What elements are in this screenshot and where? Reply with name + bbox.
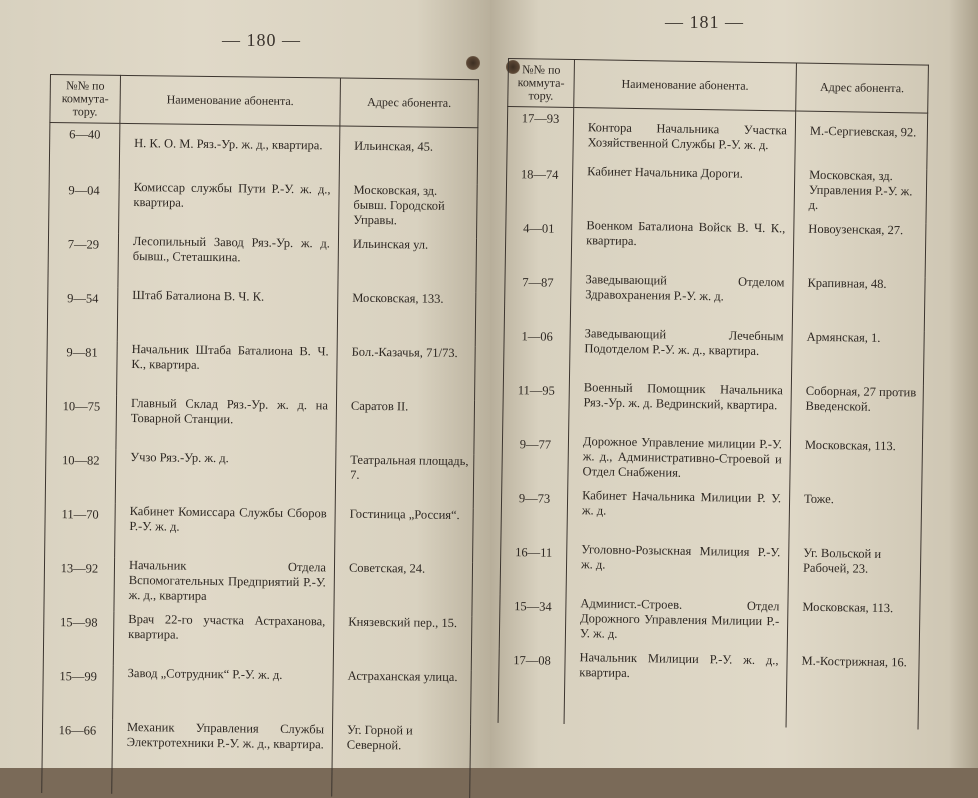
row-number: 11—95 xyxy=(503,379,570,434)
row-number: 7—29 xyxy=(48,233,119,288)
row-address: Театральная площадь, 7. xyxy=(335,453,474,509)
row-subscriber: Лесопильный Завод Ряз.-Ур. ж. д. бывш., Стеташкина. xyxy=(118,234,339,291)
row-number: 7—87 xyxy=(504,271,571,326)
row-address: Ильинская, 45. xyxy=(339,126,478,184)
row-subscriber: Кабинет Начальника Милиции Р. У. ж. д. xyxy=(567,488,790,545)
row-address: Армянская, 1. xyxy=(791,329,924,385)
row-subscriber: Начальник Милиции Р.-У. ж. д., квартира. xyxy=(564,650,787,727)
directory-table xyxy=(41,74,479,798)
row-subscriber: Учзо Ряз.-Ур. ж. д. xyxy=(115,450,336,507)
row-address: Бол.-Казачья, 71/73. xyxy=(337,345,476,401)
table-row xyxy=(47,287,476,346)
directory-table xyxy=(498,58,929,730)
row-address: Московская, зд. Управления Р.-У. ж. д. xyxy=(794,168,927,224)
row-subscriber: Штаб Баталиона В. Ч. К. xyxy=(117,288,338,345)
row-address: Московская, зд. бывш. Городской Управы. xyxy=(339,183,478,239)
header-address: Адрес абонента. xyxy=(340,78,479,128)
row-subscriber: Кабинет Начальника Дороги. xyxy=(572,164,795,221)
page-number: — 181 — xyxy=(665,12,744,32)
row-address: Тоже. xyxy=(789,491,922,547)
table-row xyxy=(501,487,922,548)
table-header xyxy=(50,75,479,128)
row-subscriber: Военком Баталиона Войск В. Ч. К., квартира. xyxy=(571,218,794,275)
row-address: Крапивная, 48. xyxy=(792,276,925,332)
table-row xyxy=(507,107,928,170)
row-subscriber: Главный Склад Ряз.-Ур. ж. д. на Товарной Станции. xyxy=(116,396,337,453)
row-subscriber: Н. К. О. М. Ряз.-Ур. ж. д., квартира. xyxy=(119,123,340,182)
table-row xyxy=(506,163,927,224)
table-row xyxy=(43,611,472,670)
row-subscriber: Уголовно-Розыскная Милиция Р.-У. ж. д. xyxy=(566,542,789,599)
row-address: Уг. Горной и Северной. xyxy=(332,723,471,798)
row-number: 13—92 xyxy=(44,557,115,612)
row-address: Советская, 24. xyxy=(334,561,473,617)
row-address: Астраханская улица. xyxy=(333,669,472,725)
row-number: 4—01 xyxy=(505,217,572,272)
row-number: 9—54 xyxy=(47,287,118,342)
row-address: Московская, 133. xyxy=(337,291,476,347)
table-row xyxy=(503,379,924,440)
row-number: 6—40 xyxy=(49,123,120,180)
header-subscriber: Наименование абонента. xyxy=(574,60,797,111)
table-row xyxy=(505,217,926,278)
row-number: 9—73 xyxy=(501,487,568,542)
row-address: Московская, 113. xyxy=(787,599,920,655)
row-number: 15—34 xyxy=(499,595,566,650)
row-subscriber: Завод „Сотрудник“ Р.-У. ж. д. xyxy=(113,666,334,723)
row-number: 10—75 xyxy=(46,395,117,450)
table-row xyxy=(498,649,919,730)
table-row xyxy=(502,433,923,494)
row-number: 17—93 xyxy=(507,107,574,165)
row-subscriber: Начальник Штаба Баталиона В. Ч. К., квартира. xyxy=(117,342,338,399)
row-subscriber: Кабинет Комиссара Службы Сборов Р.-У. ж. д. xyxy=(115,504,336,561)
table-row xyxy=(48,233,477,292)
row-address: Новоузенская, 27. xyxy=(793,222,926,278)
row-address: Ильинская ул. xyxy=(338,237,477,293)
row-number: 16—66 xyxy=(42,719,113,794)
table-row xyxy=(47,341,476,400)
table-row xyxy=(44,557,473,616)
left-page xyxy=(0,0,490,768)
row-subscriber: Дорожное Управление милиции Р.-У. ж. д., Административно-Строевой и Отдел Снабжения. xyxy=(568,434,791,491)
header-number: №№ по коммута-тору. xyxy=(508,59,575,108)
right-page xyxy=(490,0,978,768)
row-address: Уг. Вольской и Рабочей, 23. xyxy=(788,545,921,601)
row-number: 9—04 xyxy=(49,179,120,234)
header-number: №№ по коммута-тору. xyxy=(50,75,121,124)
row-address: Гостиница „Россия“. xyxy=(335,507,474,563)
row-number: 10—82 xyxy=(45,449,116,504)
table-row xyxy=(43,665,472,724)
page-number: — 180 — xyxy=(222,30,301,50)
row-number: 11—70 xyxy=(45,503,116,558)
row-subscriber: Механик Управления Службы Электротехники Р.-У. ж. д., квартира. xyxy=(112,720,333,797)
table-body xyxy=(42,123,478,798)
table-row xyxy=(42,719,471,798)
row-address: Саратов II. xyxy=(336,399,475,455)
row-number: 9—77 xyxy=(502,433,569,488)
row-number: 16—11 xyxy=(500,541,567,596)
row-number: 18—74 xyxy=(506,163,573,218)
row-subscriber: Военный Помощник Начальника Ряз.-Ур. ж. д. Ведринский, квартира. xyxy=(569,380,792,437)
row-subscriber: Админист.-Строев. Отдел Дорожного Управления Милиции Р.-У. ж. д. xyxy=(565,596,788,653)
table-row xyxy=(499,595,920,656)
row-address: Соборная, 27 против Введенской. xyxy=(791,383,924,439)
table-row xyxy=(45,449,474,508)
binding-hole xyxy=(466,56,480,70)
row-address: М.-Кострижная, 16. xyxy=(786,653,919,729)
table-row xyxy=(49,179,478,238)
table-row xyxy=(46,395,475,454)
row-number: 1—06 xyxy=(503,325,570,380)
header-address: Адрес абонента. xyxy=(796,63,929,113)
table-row xyxy=(500,541,921,602)
row-subscriber: Комиссар службы Пути Р.-У. ж. д., квартира. xyxy=(119,180,340,237)
table-row xyxy=(503,325,924,386)
row-subscriber: Заведывающий Отделом Здравохранения Р.-У. ж. д. xyxy=(570,272,793,329)
row-subscriber: Заведывающий Лечебным Подотделом Р.-У. ж. д., квартира. xyxy=(569,326,792,383)
header-subscriber: Наименование абонента. xyxy=(120,75,341,126)
table-body xyxy=(498,107,928,730)
table-header xyxy=(508,59,929,114)
table-row xyxy=(45,503,474,562)
row-number: 17—08 xyxy=(498,649,565,724)
table-row xyxy=(49,123,478,185)
row-subscriber: Начальник Отдела Вспомогательных Предприятий Р.-У. ж. д., квартира xyxy=(114,558,335,615)
table-row xyxy=(504,271,925,332)
row-address: Московская, 113. xyxy=(790,437,923,493)
row-number: 15—98 xyxy=(43,611,114,666)
row-subscriber: Контора Начальника Участка Хозяйственной Службы Р.-У. ж. д. xyxy=(573,108,796,168)
row-address: М.-Сергиевская, 92. xyxy=(795,111,928,170)
row-address: Князевский пер., 15. xyxy=(333,615,472,671)
row-number: 9—81 xyxy=(47,341,118,396)
row-number: 15—99 xyxy=(43,665,114,720)
row-subscriber: Врач 22-го участка Астраханова, квартира. xyxy=(113,612,334,669)
